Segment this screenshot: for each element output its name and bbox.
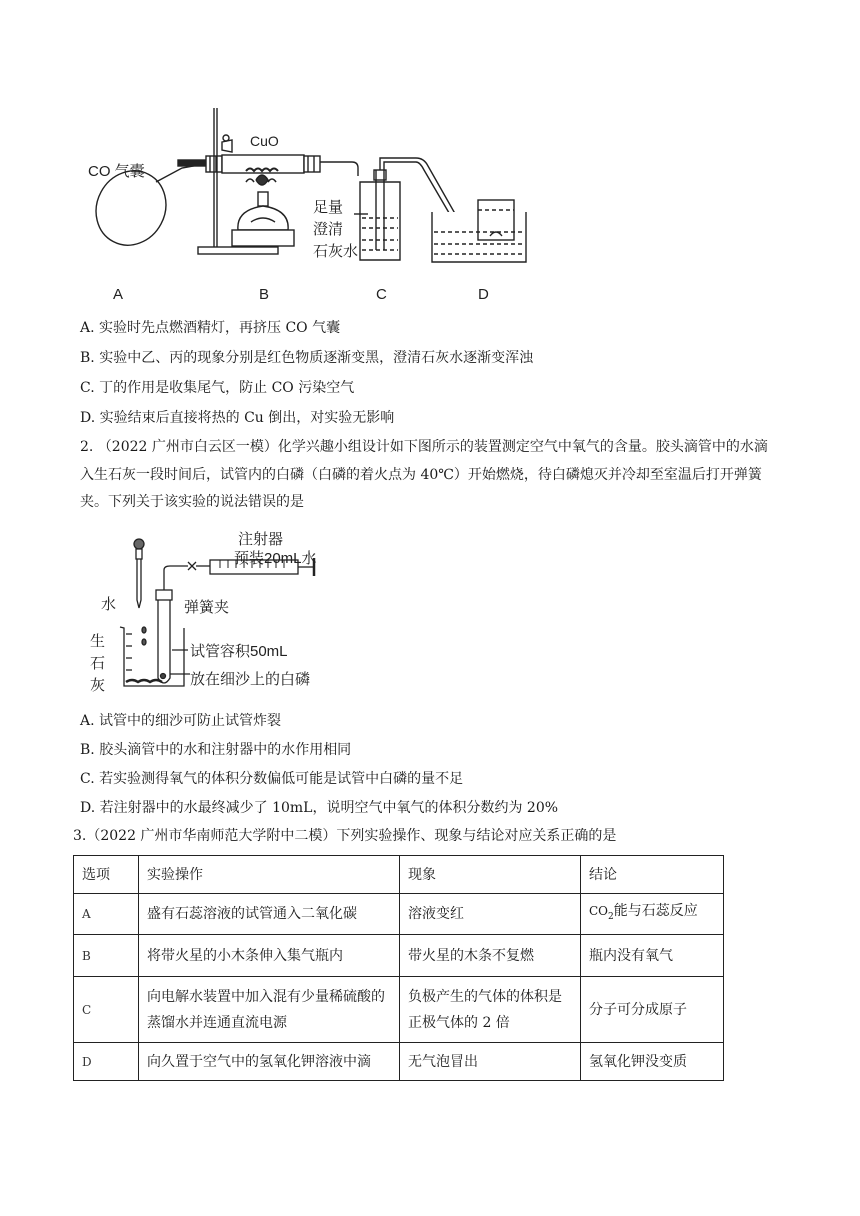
row-operation: 向久置于空气中的氢氧化钾溶液中滴 (139, 1043, 400, 1081)
test-tube (158, 600, 170, 683)
q2-option-a: A. 试管中的细沙可防止试管炸裂 (80, 713, 282, 729)
header-option: 选项 (74, 856, 139, 894)
q2-stem: 2. （2022 广州市白云区一模）化学兴趣小组设计如下图所示的装置测定空气中氧气的含量。胶头滴管中的水滴入生石灰一段时间后，试管内的白磷（白磷的着火点为 40℃）开始燃烧，待白磷熄灭并冷却至室温后打开弹簧夹。下列关于该实验的说法错误的是 (80, 439, 768, 510)
table-row (74, 1043, 724, 1081)
row-operation: 向电解水装置中加入混有少量稀硫酸的蒸馏水并连通直流电源 (139, 977, 400, 1043)
header-conclusion: 结论 (581, 856, 724, 894)
row-phenomenon: 无气泡冒出 (400, 1043, 581, 1081)
formula-co: CO (589, 904, 609, 919)
water-label: 水 (101, 596, 117, 613)
table-row (74, 935, 724, 977)
lime-label-1: 生 (90, 633, 106, 650)
co-bag-label: CO 气囊 (88, 163, 145, 180)
row-conclusion: 瓶内没有氧气 (581, 935, 724, 977)
table-header-row (74, 856, 724, 894)
q1-option-d: D. 实验结束后直接将热的 Cu 倒出，对实验无影响 (80, 410, 395, 426)
q2-option-d: D. 若注射器中的水最终减少了 10mL，说明空气中氧气的体积分数约为 20% (80, 800, 559, 816)
row-phenomenon: 负极产生的气体的体积是正极气体的 2 倍 (400, 977, 581, 1043)
tube-volume-label: 试管容积50mL (190, 643, 288, 660)
row-conclusion (581, 894, 724, 935)
row-option: D (74, 1043, 139, 1081)
conclusion-text: 能与石蕊反应 (613, 903, 698, 920)
stand-base (198, 247, 278, 254)
row-option: B (74, 935, 139, 977)
row-phenomenon: 带火星的木条不复燃 (400, 935, 581, 977)
row-conclusion: 分子可分成原子 (581, 977, 724, 1043)
row-phenomenon: 溶液变红 (400, 894, 581, 935)
fig1-label-b: B (259, 286, 270, 303)
lime-water-bottle (360, 182, 400, 260)
row-option: C (74, 977, 139, 1043)
lime-label-2: 石 (90, 655, 106, 672)
q1-option-c: C. 丁的作用是收集尾气，防止 CO 污染空气 (80, 380, 355, 396)
table-row (74, 977, 724, 1043)
fig1-label-a: A (113, 286, 124, 303)
row-option: A (74, 894, 139, 935)
fig1-label-d: D (478, 286, 489, 303)
lime-label-3: 灰 (90, 677, 106, 694)
table-row (74, 894, 724, 935)
q1-option-a: A. 实验时先点燃酒精灯，再挤压 CO 气囊 (80, 320, 341, 336)
formula-subscript: 2 (608, 911, 614, 922)
q3-stem: 3.（2022 广州市华南师范大学附中二模）下列实验操作、现象与结论对应关系正确的是 (73, 828, 617, 844)
header-phenomenon: 现象 (400, 856, 581, 894)
gas-collection-bottle (478, 200, 514, 240)
q2-option-c: C. 若实验测得氧气的体积分数偏低可能是试管中白磷的量不足 (80, 771, 464, 787)
preload-label: 预装20mL水 (234, 550, 317, 567)
row-conclusion: 氢氧化钾没变质 (581, 1043, 724, 1081)
reagent-line-3: 石灰水 (313, 243, 359, 260)
clamp-label: 弹簧夹 (184, 599, 230, 616)
header-operation: 实验操作 (139, 856, 400, 894)
phosphorus-label: 放在细沙上的白磷 (190, 671, 311, 688)
reagent-line-1: 足量 (313, 199, 344, 216)
cuo-label: CuO (250, 133, 279, 149)
spring-clamp (188, 562, 196, 570)
row-operation: 将带火星的小木条伸入集气瓶内 (139, 935, 400, 977)
row-operation: 盛有石蕊溶液的试管通入二氧化碳 (139, 894, 400, 935)
syringe-label: 注射器 (238, 531, 284, 548)
beaker (120, 627, 184, 686)
dropper (136, 549, 142, 559)
reagent-line-2: 澄清 (313, 221, 344, 238)
q1-option-b: B. 实验中乙、丙的现象分别是红色物质逐渐变黑，澄清石灰水逐渐变浑浊 (80, 350, 534, 366)
fig1-label-c: C (376, 286, 387, 303)
q3-table (73, 855, 724, 1081)
q2-option-b: B. 胶头滴管中的水和注射器中的水作用相同 (80, 742, 352, 758)
